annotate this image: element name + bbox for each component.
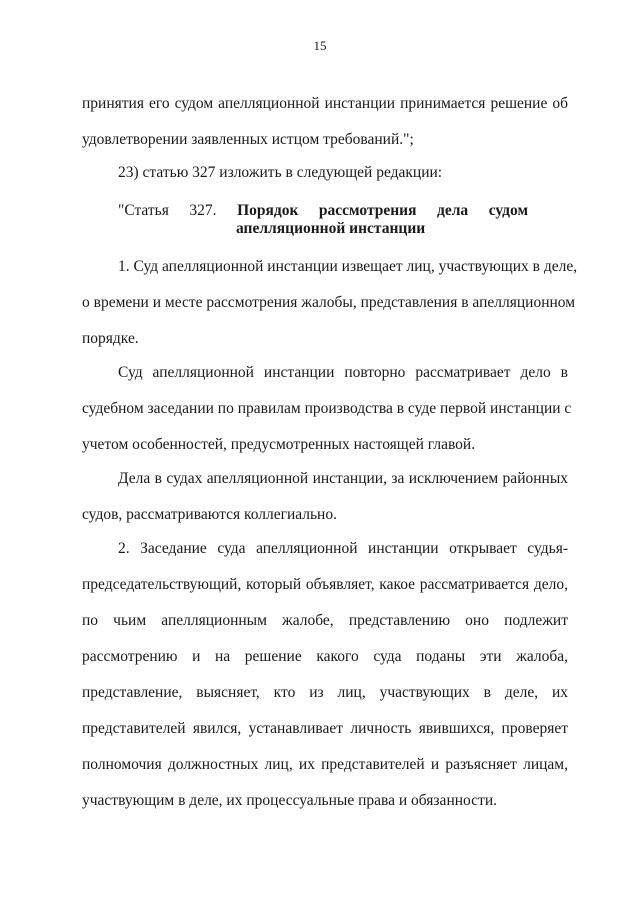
text-line: по чьим апелляционным жалобе, представлению оно подлежит [82,612,568,629]
text-line: представителей явился, устанавливает личность явившихся, проверяет [82,720,568,737]
page-number: 15 [313,38,327,53]
text-line: 1. Суд апелляционной инстанции извещает лиц, участвующих в деле, [118,258,578,275]
text-line: Суд апелляционной инстанции повторно рассматривает дело в [118,364,568,381]
text-line: 2. Заседание суда апелляционной инстанции открывает судья- [118,540,568,557]
paragraph-3 [82,461,568,533]
article-heading-line1 [118,202,528,220]
text-line: учетом особенностей, предусмотренных настоящей главой. [82,436,476,453]
text-line: судебном заседании по правилам производства в суде первой инстанции с [82,400,572,417]
article-heading [118,202,528,238]
text-line: принятия его судом апелляционной инстанции принимается решение об [82,95,568,112]
text-line: удовлетворении заявленных истцом требований."; [82,131,414,148]
text-line: участвующим в деле, их процессуальные права и обязанности. [82,792,497,809]
intro-block [82,86,568,158]
text-line: полномочия должностных лиц, их представителей и разъясняет лицам, [82,756,568,773]
text-line: представление, выясняет, кто из лиц, участвующих в деле, их [82,684,568,701]
paragraph-2 [82,355,572,463]
text-line: судов, рассматриваются коллегиально. [82,506,337,523]
paragraph-1 [82,249,578,357]
text-line: порядке. [82,330,139,347]
text-line: председательствующий, который объявляет, какое рассматривается дело, [82,576,568,593]
text-line: 23) статью 327 изложить в следующей редакции: [118,164,443,181]
paragraph-4 [82,531,568,819]
text-line: о времени и месте рассмотрения жалобы, представления в апелляционном [82,294,576,311]
article-title-line1: Порядок рассмотрения дела судом [237,202,529,219]
amendment-line-block [82,155,568,191]
text-line: рассмотрению и на решение какого суда поданы эти жалоба, [82,648,568,665]
article-title-line2: апелляционной инстанции [236,220,426,237]
text-line: Дела в судах апелляционной инстанции, за исключением районных [118,470,568,487]
article-prefix: "Статья 327. [118,202,217,219]
